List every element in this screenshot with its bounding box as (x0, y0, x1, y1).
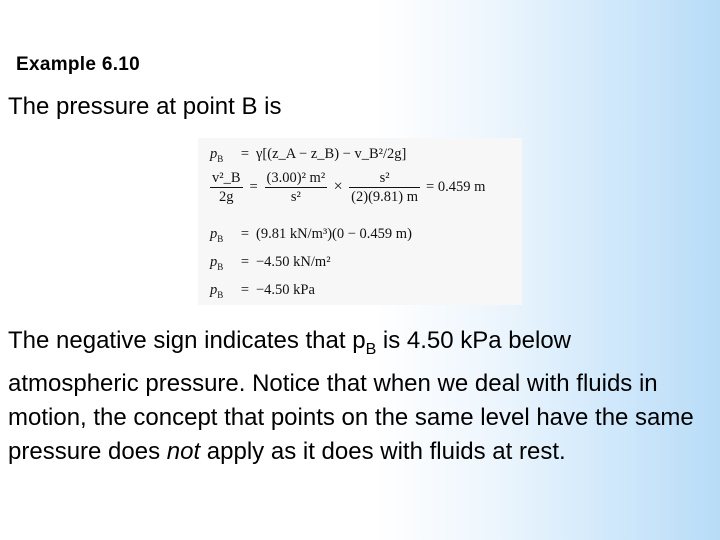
equation-row-pb-kpa (210, 280, 315, 300)
equation-rhs: −4.50 kPa (256, 282, 315, 298)
velocity-head-fraction (210, 169, 243, 206)
equation-rhs: γ[(z_A − z_B) − v_B²/2g] (256, 146, 407, 162)
fraction-numerator: v²_B (212, 169, 241, 186)
equation-row-pb-knm2 (210, 252, 331, 272)
equation-lhs (210, 224, 234, 249)
paragraph-subscript: B (365, 340, 377, 358)
fraction-numerator: s² (349, 169, 420, 188)
equals-sign: = (240, 226, 250, 242)
fraction-denominator: s² (290, 188, 301, 205)
equation-lhs (210, 280, 234, 305)
lhs-subscript: B (217, 261, 224, 272)
equation-rhs: −4.50 kN/m² (256, 254, 331, 270)
lhs-subscript: B (217, 153, 224, 164)
lhs-symbol: p (210, 254, 218, 270)
lhs-subscript: B (217, 233, 224, 244)
gravity-fraction (349, 169, 420, 206)
velocity-squared-fraction (265, 169, 328, 206)
equals-sign: = (240, 282, 250, 298)
lhs-symbol: p (210, 282, 218, 298)
equation-row-velocity-head (210, 166, 485, 208)
fraction-denominator: (2)(9.81) m (351, 188, 419, 205)
equation-row-pb-definition (210, 144, 406, 164)
equals-sign: = (240, 254, 250, 270)
velocity-head-result: = 0.459 m (426, 178, 486, 195)
lhs-symbol: p (210, 226, 218, 242)
lhs-symbol: p (210, 146, 218, 162)
equals-sign: = (240, 146, 250, 162)
equation-panel (198, 138, 522, 305)
equation-rhs: (9.81 kN/m³)(0 − 0.459 m) (256, 226, 412, 242)
paragraph-text: is 4.50 kPa below atmospheric pressure. Notice that when we deal with fluids in motion, the concept that points on the same level have the same pressure does (8, 327, 694, 465)
equation-lhs (210, 252, 234, 277)
paragraph-text: apply as it does with fluids at rest. (200, 437, 566, 465)
times-sign: × (333, 178, 343, 195)
equation-row-pb-substitution (210, 224, 412, 244)
emphasis-text: not (166, 437, 201, 465)
fraction-denominator: 2g (219, 188, 234, 205)
lhs-subscript: B (217, 289, 224, 300)
fraction-numerator: (3.00)² m² (266, 169, 326, 186)
paragraph-text: The negative sign indicates that p (8, 327, 366, 354)
explanation-paragraph (8, 324, 708, 469)
intro-text: The pressure at point B is (8, 93, 282, 120)
example-heading: Example 6.10 (16, 54, 141, 75)
equals-sign: = (249, 178, 258, 195)
